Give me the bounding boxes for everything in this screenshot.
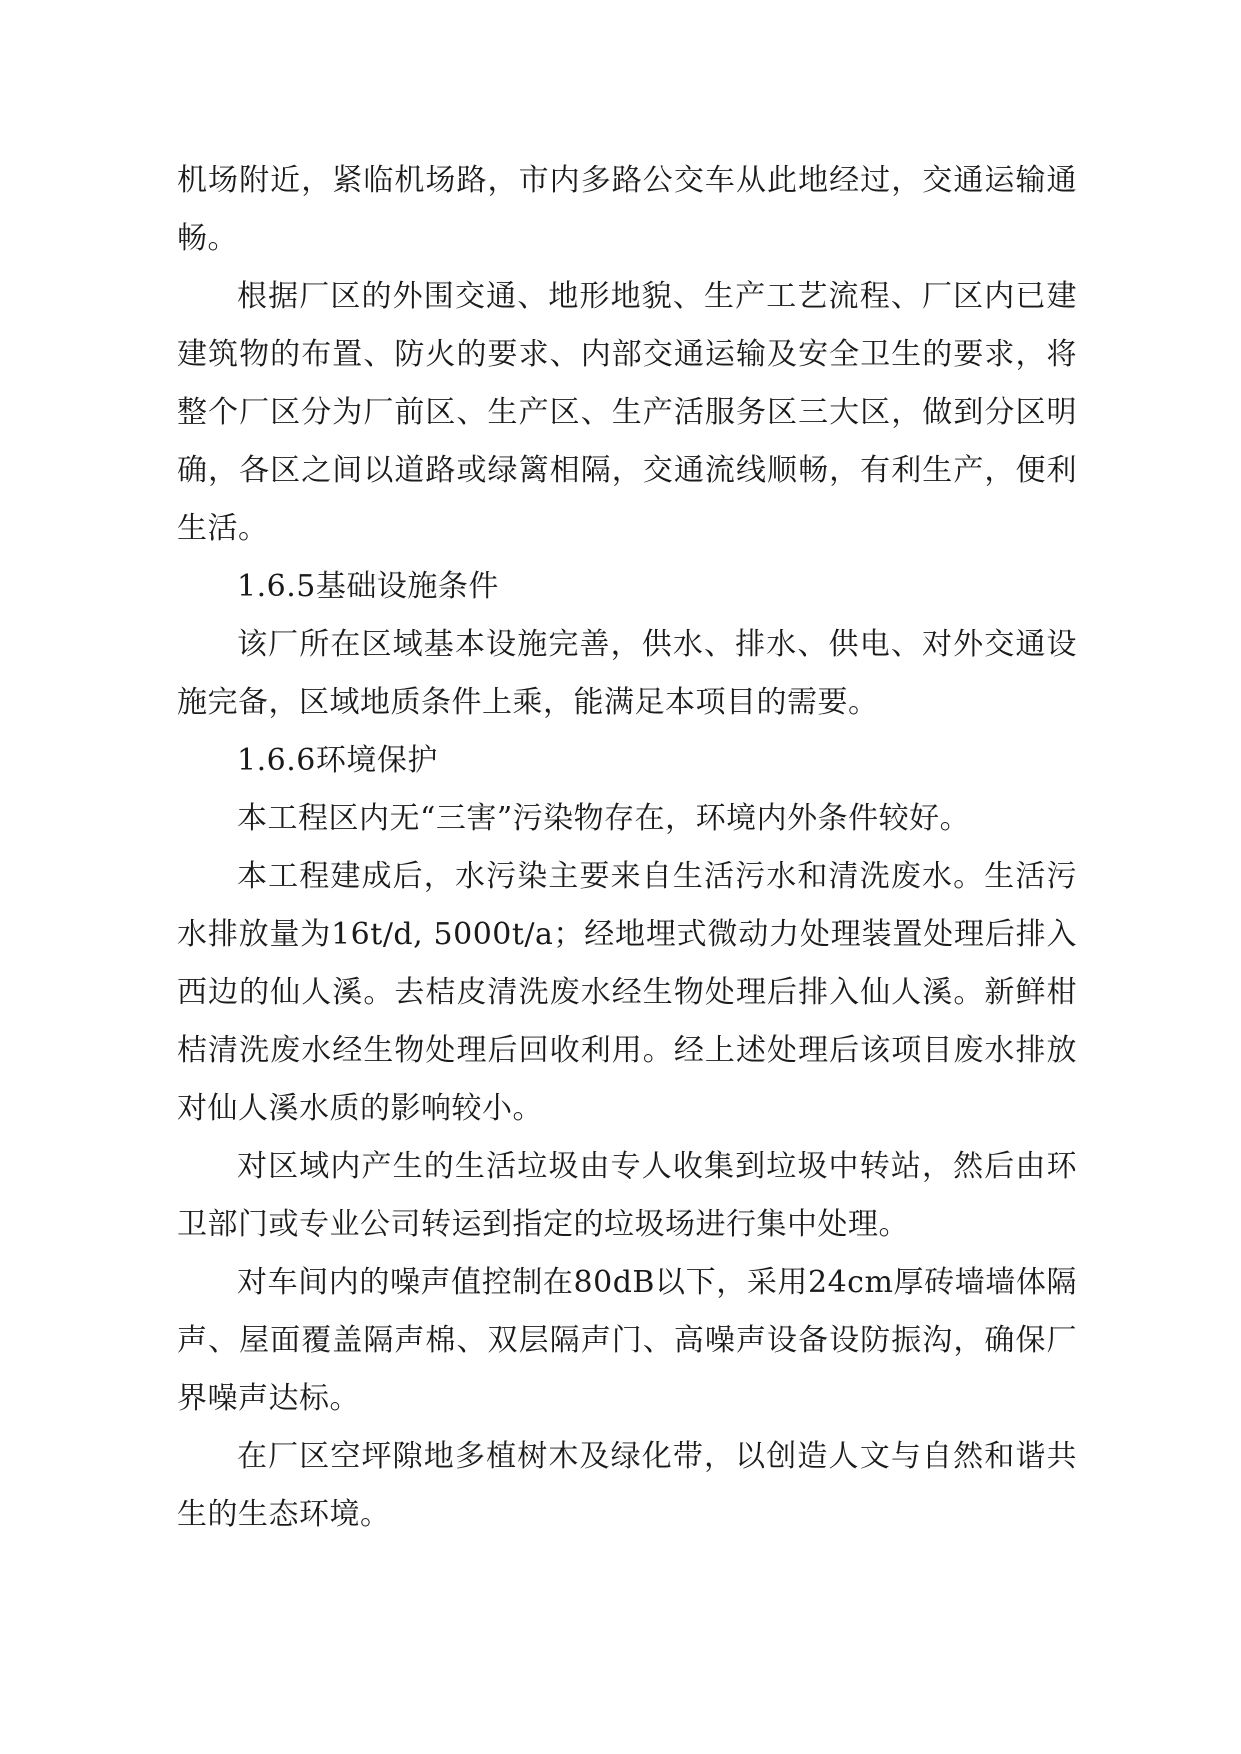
- paragraph-garbage: 对区域内产生的生活垃圾由专人收集到垃圾中转站，然后由环卫部门或专业公司转运到指定的垃圾场进行集中处理。: [177, 1149, 1077, 1242]
- paragraph-no-pollutants: 本工程区内无“三害”污染物存在，环境内外条件较好。: [237, 801, 971, 836]
- paragraph-noise: 对车间内的噪声值控制在80dB以下，采用24cm厚砖墙墙体隔声、屋面覆盖隔声棉、双层隔声门、高噪声设备设防振沟，确保厂界噪声达标。: [177, 1265, 1077, 1416]
- paragraph-transport: 机场附近，紧临机场路，市内多路公交车从此地经过，交通运输通畅。: [177, 163, 1077, 256]
- document-body: [177, 152, 1077, 1544]
- paragraph-infrastructure: 该厂所在区域基本设施完善，供水、排水、供电、对外交通设施完备，区域地质条件上乘，能满足本项目的需要。: [177, 627, 1077, 720]
- paragraph-layout-zoning: 根据厂区的外围交通、地形地貌、生产工艺流程、厂区内已建建筑物的布置、防火的要求、内部交通运输及安全卫生的要求，将整个厂区分为厂前区、生产区、生产活服务区三大区，做到分区明确，各区之间以道路或绿篱相隔，交通流线顺畅，有利生产，便利生活。: [177, 279, 1077, 546]
- paragraph-wastewater: 本工程建成后，水污染主要来自生活污水和清洗废水。生活污水排放量为16t/d, 5000t/a；经地埋式微动力处理装置处理后排入西边的仙人溪。去桔皮清洗废水经生物处理后排入仙人溪。新鲜柑桔清洗废水经生物处理后回收利用。经上述处理后该项目废水排放对仙人溪水质的影响较小。: [177, 859, 1077, 1126]
- paragraph-greening: 在厂区空坪隙地多植树木及绿化带，以创造人文与自然和谐共生的生态环境。: [177, 1439, 1077, 1532]
- section-heading-environment: 1.6.6环境保护: [237, 743, 438, 778]
- section-heading-infrastructure: 1.6.5基础设施条件: [237, 569, 499, 604]
